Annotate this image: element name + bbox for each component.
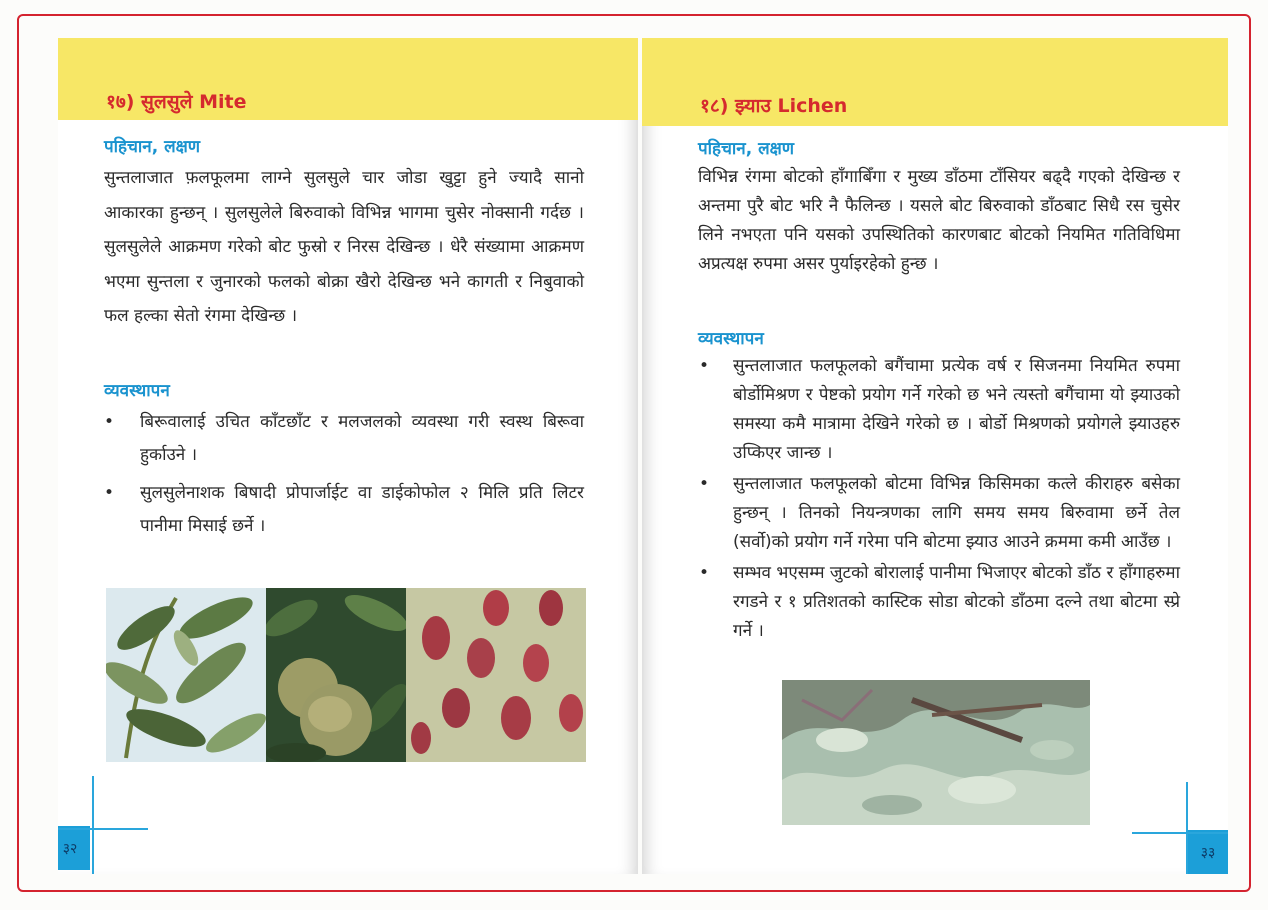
management-heading: व्यवस्थापन [698, 329, 764, 349]
identification-heading: पहिचान, लक्षण [104, 137, 201, 157]
identification-text: सुन्तलाजात फ़लफूलमा लाग्ने सुलसुले चार जोडा खुट्टा हुने ज्यादै सानो आकारका हुन्छन् । सुलसुलेले बिरुवाको विभिन्न भागमा चुसेर नोक्सानी गर्दछ । सुलसुलेले आक्रमण गरेको बोट फुस्रो र निरस देखिन्छ । धेरै संख्यामा आक्रमण भएमा सुन्तला र जुनारको फलको बोक्रा खैरो देखिन्छ भने कागती र निबुवाको फल हल्का सेतो रंगमा देखिन्छ । [104, 168, 584, 326]
page-number: ३३ [1200, 844, 1216, 861]
right-page [642, 38, 1228, 874]
corner-line-vertical [92, 776, 94, 874]
list-item [699, 352, 1180, 468]
list-item-text: सम्भव भएसम्म जुटको बोरालाई पानीमा भिजाएर बोटको डाँठ र हाँगाहरुमा रगडने र १ प्रतिशतको कास्टिक सोडा बोटको डाँठमा दल्ने तथा बोटमा स्प्रे गर्ने । [733, 563, 1180, 641]
bullet-icon: • [699, 563, 710, 583]
identification-text: विभिन्न रंगमा बोटको हाँगाबिँगा र मुख्य डाँठमा टाँसियर बढ्दै गएको देखिन्छ र अन्तमा पुरै बोट भरि नै फैलिन्छ । यसले बोट बिरुवाको डाँठबाट सिधै रस चुसेर लिने नभएता पनि यसको उपस्थितिको कारणबाट बोटको नियमित गतिविधिमा अप्रत्यक्ष रुपमा असर पुर्याइरहेको हुन्छ । [698, 167, 1180, 274]
photo-mite-leaves [106, 588, 266, 762]
list-item [699, 470, 1180, 557]
bullet-icon: • [699, 356, 710, 376]
corner-line-horizontal [58, 828, 148, 830]
management-list [699, 352, 1180, 648]
list-item-text: बिरूवालाई उचित काँटछाँट र मलजलको व्यवस्था गरी स्वस्थ बिरूवा हुर्काउने । [140, 412, 584, 465]
identification-heading: पहिचान, लक्षण [698, 139, 795, 159]
list-item [104, 477, 584, 543]
list-item [699, 559, 1180, 646]
list-item [104, 406, 584, 472]
corner-line-horizontal [1132, 832, 1228, 834]
left-page [58, 38, 638, 874]
photo-mite-fruit [266, 588, 406, 762]
page-number: ३२ [62, 840, 78, 857]
bullet-icon: • [699, 474, 710, 494]
page-title: १८) झ्याउ Lichen [700, 95, 848, 117]
photo-mite-closeup [406, 588, 586, 762]
management-heading: व्यवस्थापन [104, 381, 170, 401]
page-number-tab [58, 826, 90, 870]
page-number-tab [1188, 830, 1228, 874]
bullet-icon: • [104, 412, 115, 432]
management-list [104, 406, 584, 548]
page-title: १७) सुलसुले Mite [106, 91, 247, 113]
photo-lichen [782, 680, 1090, 825]
list-item-text: सुन्तलाजात फलफूलको बगैंचामा प्रत्येक वर्ष र सिजनमा नियमित रुपमा बोर्डोमिश्रण र पेष्टको प्रयोग गर्ने गरेको छ भने त्यस्तो बगैंचामा यो झ्याउको समस्या कमै मात्रामा देखिने गरेको छ । बोर्डो मिश्रणको प्रयोगले झ्याउहरु उप्किएर जान्छ । [733, 356, 1180, 463]
list-item-text: सुलसुलेनाशक बिषादी प्रोपार्जाईट वा डाईकोफोल २ मिलि प्रति लिटर पानीमा मिसाई छर्ने । [140, 483, 584, 536]
bullet-icon: • [104, 483, 115, 503]
list-item-text: सुन्तलाजात फलफूलको बोटमा विभिन्न किसिमका कत्ले कीराहरु बसेका हुन्छन् । तिनको नियन्त्रणका लागि समय समय बिरुवामा छर्ने तेल (सर्वो)को प्रयोग गर्ने गरेमा पनि बोटमा झ्याउ आउने क्रममा कमी आउँछ । [733, 474, 1180, 552]
corner-line-vertical [1186, 782, 1188, 874]
